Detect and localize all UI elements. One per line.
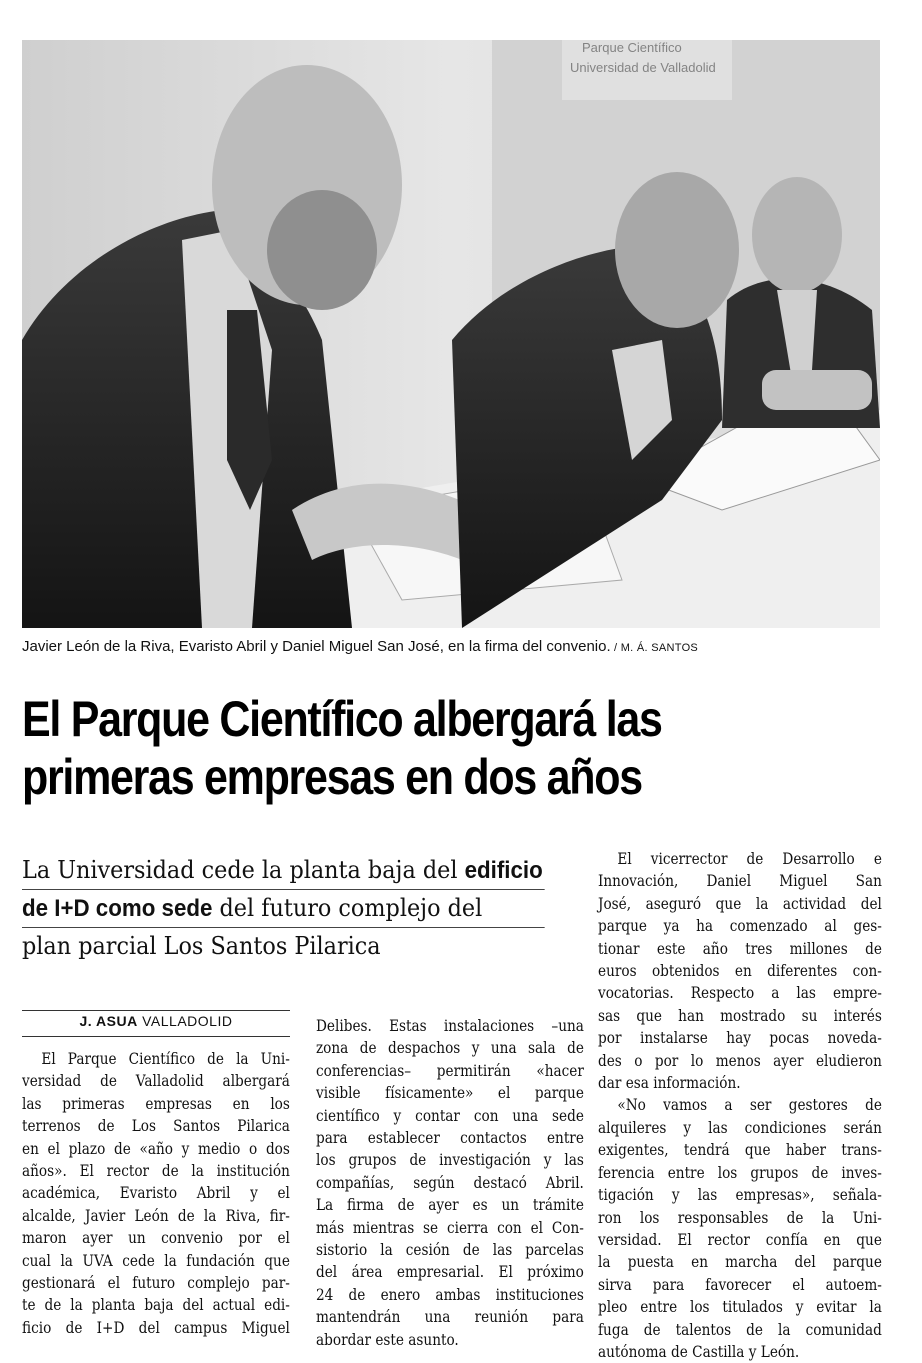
- body-line: la puesta en marcha del parque: [598, 1253, 882, 1272]
- byline-rule-bottom: [22, 1036, 290, 1037]
- body-line: tionar este año tres millones de: [598, 939, 882, 958]
- subhead-text: La Universidad cede la planta baja del: [22, 856, 465, 884]
- body-line: por instalarse hay pocas noveda-: [598, 1029, 882, 1048]
- body-line: ficio de I+D del campus Miguel: [22, 1318, 290, 1337]
- body-line: los grupos de investigación y las: [316, 1151, 584, 1170]
- body-line: alcalde, Javier León de la Riva, fir-: [22, 1206, 290, 1225]
- body-line: mantendrán una reunión para: [316, 1308, 584, 1327]
- body-line: José, aseguró que la actividad del: [598, 894, 882, 913]
- subhead-text: del futuro complejo del: [212, 894, 483, 922]
- subhead-line-3: plan parcial Los Santos Pilarica: [22, 932, 381, 960]
- body-line: pleo entre los titulados y evitar la: [598, 1298, 882, 1317]
- body-line: las primeras empresas en los: [22, 1094, 290, 1113]
- body-line: académica, Evaristo Abril y el: [22, 1184, 290, 1203]
- photo-credit: / M. Á. SANTOS: [610, 642, 699, 654]
- byline: [22, 1013, 290, 1029]
- body-column-3: [598, 848, 882, 1363]
- byline-author: J. ASUA: [79, 1013, 138, 1029]
- body-line: científico y contar con una sede: [316, 1106, 584, 1125]
- body-line: compañías, según destacó Abril.: [316, 1173, 584, 1192]
- body-line: versidad. El rector confía en que: [598, 1230, 882, 1249]
- body-line: maron ayer un convenio por el: [22, 1229, 290, 1248]
- byline-place: VALLADOLID: [137, 1013, 233, 1029]
- body-line: años». El rector de la institución: [22, 1162, 290, 1181]
- body-line: dar esa información.: [598, 1074, 741, 1093]
- article-photo: [22, 40, 880, 628]
- body-line: tigación y las empresas», señala-: [598, 1186, 882, 1205]
- headline-line-1: El Parque Científico albergará las: [22, 691, 662, 747]
- body-line: abordar este asunto.: [316, 1330, 459, 1349]
- svg-text:Universidad de Valladolid: Universidad de Valladolid: [570, 60, 716, 75]
- body-line: sistorio la cesión de las parcelas: [316, 1241, 584, 1260]
- body-line: conferencias– permitirán «hacer: [316, 1061, 584, 1080]
- caption-text: Javier León de la Riva, Evaristo Abril y Daniel Miguel San José, en la firma del convenio.: [22, 638, 611, 655]
- body-line: sas que han mostrado su interés: [598, 1006, 882, 1025]
- body-line: alquileres y las condiciones serán: [598, 1118, 882, 1137]
- subhead-bold: edificio: [464, 857, 543, 884]
- body-line: en el plazo de «año y medio o dos: [22, 1139, 290, 1158]
- body-line: más mientras se cierra con el Con-: [316, 1218, 584, 1237]
- subhead-line-1: [22, 852, 545, 890]
- photo-illustration: [22, 40, 880, 628]
- subhead-line-2: [22, 890, 545, 928]
- body-line: para establecer contactos entre: [316, 1129, 584, 1148]
- body-line: te de la planta baja del actual edi-: [22, 1296, 290, 1315]
- body-line: Delibes. Estas instalaciones –una: [316, 1017, 584, 1035]
- body-line: La firma de ayer es un trámite: [316, 1196, 584, 1215]
- body-line: versidad de Valladolid albergará: [22, 1072, 290, 1091]
- body-column-2: [316, 1015, 584, 1351]
- body-line: Innovación, Daniel Miguel San: [598, 872, 882, 891]
- svg-text:Parque Científico: Parque Científico: [582, 40, 682, 55]
- body-line: terrenos de Los Santos Pilarica: [22, 1117, 290, 1136]
- body-line: exigentes, tendrá que haber trans-: [598, 1141, 882, 1160]
- body-line: El vicerrector de Desarrollo e: [617, 850, 882, 868]
- photo-caption: [22, 638, 902, 655]
- headline: [22, 690, 902, 806]
- body-column-1: [22, 1048, 290, 1339]
- subhead-bold: de I+D como sede: [22, 895, 213, 922]
- body-line: autónoma de Castilla y León.: [598, 1342, 800, 1361]
- body-line: El Parque Científico de la Uni-: [41, 1050, 290, 1068]
- body-line: zona de despachos y una sala de: [316, 1039, 584, 1058]
- body-line: vocatorias. Respecto a las empre-: [598, 984, 882, 1003]
- body-line: gestionará el futuro complejo par-: [22, 1274, 290, 1293]
- body-line: ron los responsables de la Uni-: [598, 1208, 882, 1227]
- body-line: des o por lo menos ayer eludieron: [598, 1051, 882, 1070]
- body-line: euros obtenidos en diferentes con-: [598, 962, 882, 981]
- body-line: «No vamos a ser gestores de: [617, 1096, 882, 1115]
- body-line: ferencia entre los grupos de inves-: [598, 1163, 882, 1182]
- headline-line-2: primeras empresas en dos años: [22, 749, 642, 805]
- body-line: 24 de enero ambas instituciones: [316, 1285, 584, 1304]
- body-line: fuga de talentos de la comunidad: [598, 1320, 882, 1339]
- wall-sign: [562, 40, 732, 100]
- body-line: parque ya ha comenzado al ges-: [598, 917, 882, 936]
- body-line: cual la UVA cede la fundación que: [22, 1251, 290, 1270]
- byline-rule-top: [22, 1010, 290, 1011]
- body-line: visible físicamente» el parque: [316, 1084, 584, 1103]
- body-line: sirva para favorecer el autoem-: [598, 1275, 882, 1294]
- subheadline: [22, 852, 584, 965]
- body-line: del área empresarial. El próximo: [316, 1263, 584, 1282]
